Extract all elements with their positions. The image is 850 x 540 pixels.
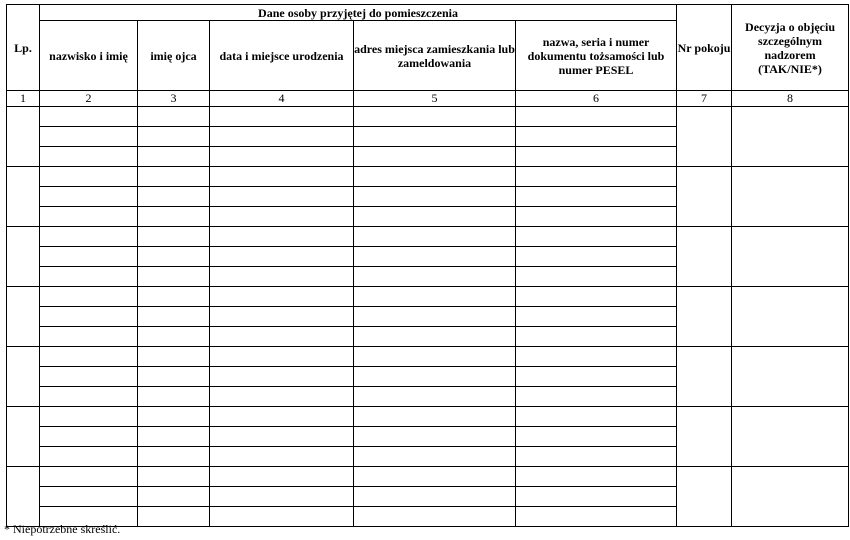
cell-birth-date-place[interactable] — [210, 287, 354, 307]
cell-address[interactable] — [354, 487, 516, 507]
table-row — [7, 407, 849, 427]
cell-birth-date-place[interactable] — [210, 367, 354, 387]
cell-id-document[interactable] — [516, 447, 677, 467]
cell-decision[interactable] — [732, 107, 849, 167]
cell-surname-name[interactable] — [40, 347, 138, 367]
header-surname-name: nazwisko i imię — [40, 21, 138, 91]
cell-decision[interactable] — [732, 227, 849, 287]
cell-lp[interactable] — [7, 227, 40, 287]
cell-lp[interactable] — [7, 407, 40, 467]
cell-address[interactable] — [354, 187, 516, 207]
header-decision: Decyzja o objęciu szczególnym nadzorem (TAK/NIE*) — [732, 5, 849, 91]
cell-surname-name[interactable] — [40, 487, 138, 507]
cell-father-name[interactable] — [138, 387, 210, 407]
cell-surname-name[interactable] — [40, 207, 138, 227]
cell-id-document[interactable] — [516, 287, 677, 307]
cell-room-number[interactable] — [677, 227, 732, 287]
cell-address[interactable] — [354, 387, 516, 407]
cell-birth-date-place[interactable] — [210, 467, 354, 487]
cell-birth-date-place[interactable] — [210, 247, 354, 267]
cell-father-name[interactable] — [138, 287, 210, 307]
column-number: 6 — [516, 91, 677, 107]
cell-address[interactable] — [354, 207, 516, 227]
cell-surname-name[interactable] — [40, 427, 138, 447]
cell-birth-date-place[interactable] — [210, 347, 354, 367]
cell-birth-date-place[interactable] — [210, 267, 354, 287]
cell-id-document[interactable] — [516, 107, 677, 127]
table-row — [7, 227, 849, 247]
cell-father-name[interactable] — [138, 247, 210, 267]
cell-surname-name[interactable] — [40, 367, 138, 387]
cell-address[interactable] — [354, 107, 516, 127]
cell-birth-date-place[interactable] — [210, 407, 354, 427]
cell-id-document[interactable] — [516, 327, 677, 347]
cell-address[interactable] — [354, 507, 516, 527]
cell-room-number[interactable] — [677, 407, 732, 467]
cell-father-name[interactable] — [138, 327, 210, 347]
cell-room-number[interactable] — [677, 467, 732, 527]
cell-room-number[interactable] — [677, 107, 732, 167]
cell-address[interactable] — [354, 247, 516, 267]
cell-surname-name[interactable] — [40, 467, 138, 487]
cell-room-number[interactable] — [677, 347, 732, 407]
header-person-data-group: Dane osoby przyjętej do pomieszczenia — [40, 5, 677, 21]
cell-father-name[interactable] — [138, 447, 210, 467]
cell-surname-name[interactable] — [40, 287, 138, 307]
cell-father-name[interactable] — [138, 267, 210, 287]
cell-birth-date-place[interactable] — [210, 427, 354, 447]
cell-address[interactable] — [354, 227, 516, 247]
cell-birth-date-place[interactable] — [210, 147, 354, 167]
footnote: * Niepotrzebne skreślić. — [4, 522, 121, 536]
cell-birth-date-place[interactable] — [210, 107, 354, 127]
admission-register-table — [6, 4, 849, 527]
cell-birth-date-place[interactable] — [210, 507, 354, 527]
cell-father-name[interactable] — [138, 227, 210, 247]
cell-birth-date-place[interactable] — [210, 327, 354, 347]
cell-surname-name[interactable] — [40, 307, 138, 327]
cell-id-document[interactable] — [516, 487, 677, 507]
table-row — [7, 467, 849, 487]
cell-id-document[interactable] — [516, 127, 677, 147]
cell-address[interactable] — [354, 467, 516, 487]
cell-surname-name[interactable] — [40, 447, 138, 467]
cell-id-document[interactable] — [516, 387, 677, 407]
cell-birth-date-place[interactable] — [210, 387, 354, 407]
cell-id-document[interactable] — [516, 207, 677, 227]
cell-id-document[interactable] — [516, 307, 677, 327]
cell-surname-name[interactable] — [40, 127, 138, 147]
column-number: 3 — [138, 91, 210, 107]
header-lp: Lp. — [7, 5, 40, 91]
cell-surname-name[interactable] — [40, 167, 138, 187]
cell-father-name[interactable] — [138, 347, 210, 367]
cell-decision[interactable] — [732, 467, 849, 527]
cell-surname-name[interactable] — [40, 187, 138, 207]
cell-address[interactable] — [354, 147, 516, 167]
cell-id-document[interactable] — [516, 167, 677, 187]
cell-decision[interactable] — [732, 407, 849, 467]
cell-surname-name[interactable] — [40, 147, 138, 167]
cell-id-document[interactable] — [516, 427, 677, 447]
cell-id-document[interactable] — [516, 367, 677, 387]
cell-id-document[interactable] — [516, 267, 677, 287]
cell-surname-name[interactable] — [40, 247, 138, 267]
header-id-document: nazwa, seria i numer dokumentu tożsamości lub numer PESEL — [516, 21, 677, 91]
cell-father-name[interactable] — [138, 407, 210, 427]
table-row — [7, 167, 849, 187]
cell-address[interactable] — [354, 347, 516, 367]
cell-birth-date-place[interactable] — [210, 207, 354, 227]
cell-father-name[interactable] — [138, 207, 210, 227]
cell-address[interactable] — [354, 307, 516, 327]
cell-surname-name[interactable] — [40, 407, 138, 427]
cell-father-name[interactable] — [138, 427, 210, 447]
cell-id-document[interactable] — [516, 347, 677, 367]
cell-father-name[interactable] — [138, 127, 210, 147]
cell-address[interactable] — [354, 427, 516, 447]
cell-lp[interactable] — [7, 467, 40, 527]
cell-father-name[interactable] — [138, 487, 210, 507]
cell-id-document[interactable] — [516, 467, 677, 487]
cell-decision[interactable] — [732, 347, 849, 407]
cell-father-name[interactable] — [138, 147, 210, 167]
cell-father-name[interactable] — [138, 467, 210, 487]
cell-address[interactable] — [354, 267, 516, 287]
cell-father-name[interactable] — [138, 507, 210, 527]
cell-birth-date-place[interactable] — [210, 187, 354, 207]
header-room-number: Nr pokoju — [677, 5, 732, 91]
cell-id-document[interactable] — [516, 247, 677, 267]
cell-father-name[interactable] — [138, 167, 210, 187]
cell-address[interactable] — [354, 127, 516, 147]
cell-surname-name[interactable] — [40, 387, 138, 407]
cell-surname-name[interactable] — [40, 107, 138, 127]
register-body — [7, 107, 849, 527]
cell-lp[interactable] — [7, 167, 40, 227]
cell-address[interactable] — [354, 447, 516, 467]
table-row — [7, 107, 849, 127]
cell-father-name[interactable] — [138, 187, 210, 207]
cell-birth-date-place[interactable] — [210, 487, 354, 507]
cell-father-name[interactable] — [138, 307, 210, 327]
cell-father-name[interactable] — [138, 367, 210, 387]
cell-lp[interactable] — [7, 107, 40, 167]
cell-decision[interactable] — [732, 287, 849, 347]
cell-address[interactable] — [354, 367, 516, 387]
cell-birth-date-place[interactable] — [210, 307, 354, 327]
column-number: 1 — [7, 91, 40, 107]
column-number: 5 — [354, 91, 516, 107]
cell-birth-date-place[interactable] — [210, 227, 354, 247]
cell-birth-date-place[interactable] — [210, 167, 354, 187]
cell-surname-name[interactable] — [40, 327, 138, 347]
cell-surname-name[interactable] — [40, 227, 138, 247]
cell-surname-name[interactable] — [40, 267, 138, 287]
header-birth-date-place: data i miejsce urodzenia — [210, 21, 354, 91]
cell-address[interactable] — [354, 327, 516, 347]
cell-id-document[interactable] — [516, 407, 677, 427]
cell-id-document[interactable] — [516, 187, 677, 207]
cell-room-number[interactable] — [677, 167, 732, 227]
cell-id-document[interactable] — [516, 227, 677, 247]
column-number: 2 — [40, 91, 138, 107]
cell-room-number[interactable] — [677, 287, 732, 347]
cell-lp[interactable] — [7, 347, 40, 407]
table-row — [7, 287, 849, 307]
header-father-name: imię ojca — [138, 21, 210, 91]
column-number: 7 — [677, 91, 732, 107]
cell-father-name[interactable] — [138, 107, 210, 127]
header-address: adres miejsca zamieszkania lub zameldowania — [354, 21, 516, 91]
column-number: 8 — [732, 91, 849, 107]
cell-address[interactable] — [354, 167, 516, 187]
cell-birth-date-place[interactable] — [210, 127, 354, 147]
cell-decision[interactable] — [732, 167, 849, 227]
table-row — [7, 347, 849, 367]
cell-birth-date-place[interactable] — [210, 447, 354, 467]
cell-lp[interactable] — [7, 287, 40, 347]
cell-address[interactable] — [354, 287, 516, 307]
column-number: 4 — [210, 91, 354, 107]
cell-address[interactable] — [354, 407, 516, 427]
cell-id-document[interactable] — [516, 147, 677, 167]
cell-id-document[interactable] — [516, 507, 677, 527]
column-numbers-row — [7, 91, 849, 107]
